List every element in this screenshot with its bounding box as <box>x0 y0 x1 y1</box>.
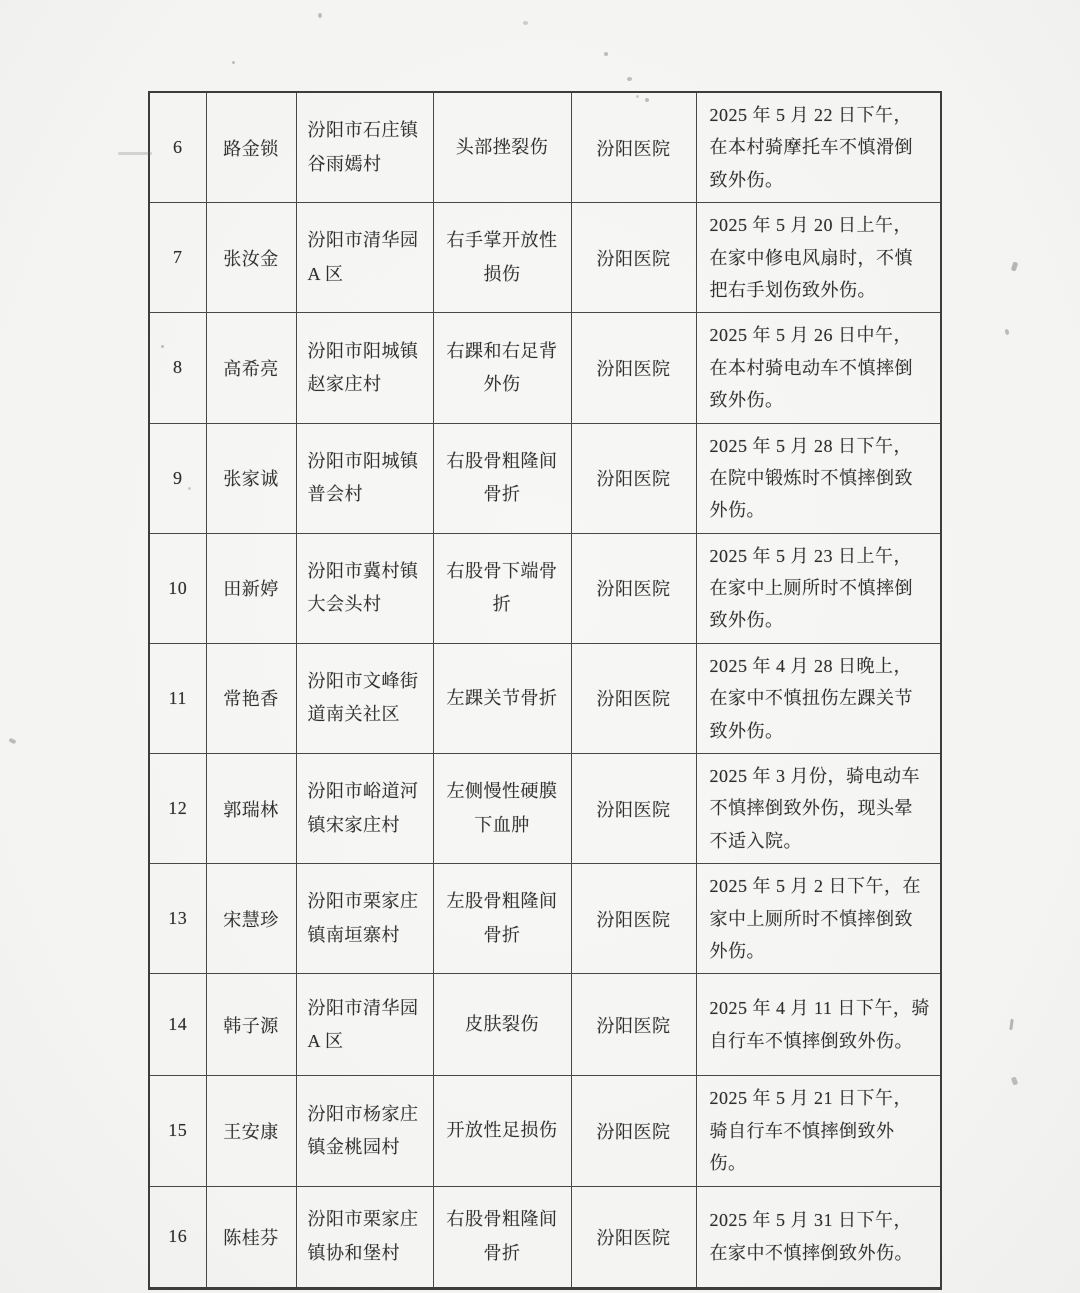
cell-name: 高希亮 <box>206 313 296 423</box>
cell-address: 汾阳市阳城镇 普会村 <box>296 423 433 533</box>
cell-injury: 头部挫裂伤 <box>433 92 571 203</box>
scan-speck <box>318 13 322 18</box>
cell-number: 6 <box>149 92 206 203</box>
scan-speck <box>232 61 235 64</box>
cell-hospital: 汾阳医院 <box>571 1186 696 1288</box>
table-row <box>149 1076 941 1186</box>
scan-speck <box>1009 1019 1014 1030</box>
cell-address: 汾阳市冀村镇 大会头村 <box>296 533 433 643</box>
injury-record-table <box>148 91 942 1290</box>
cell-hospital: 汾阳医院 <box>571 864 696 974</box>
cell-description: 2025 年 5 月 28 日下午，在院中锻炼时不慎摔倒致外伤。 <box>696 423 941 533</box>
table-row <box>149 313 941 423</box>
table-row <box>149 1186 941 1288</box>
cell-address: 汾阳市栗家庄 镇南垣寨村 <box>296 864 433 974</box>
cell-description: 2025 年 3 月份，骑电动车不慎摔倒致外伤，现头晕不适入院。 <box>696 754 941 864</box>
cell-description: 2025 年 5 月 20 日上午，在家中修电风扇时，不慎把右手划伤致外伤。 <box>696 203 941 313</box>
cell-address: 汾阳市文峰街 道南关社区 <box>296 643 433 753</box>
cell-description: 2025 年 5 月 26 日中午，在本村骑电动车不慎摔倒致外伤。 <box>696 313 941 423</box>
cell-address: 汾阳市石庄镇 谷雨嫣村 <box>296 92 433 203</box>
cell-address: 汾阳市清华园 A 区 <box>296 203 433 313</box>
cell-hospital: 汾阳医院 <box>571 203 696 313</box>
cell-number: 14 <box>149 974 206 1076</box>
cell-number: 13 <box>149 864 206 974</box>
cell-injury: 右手掌开放性损伤 <box>433 203 571 313</box>
cell-number: 7 <box>149 203 206 313</box>
cell-name: 常艳香 <box>206 643 296 753</box>
cell-number: 11 <box>149 643 206 753</box>
cell-name: 韩子源 <box>206 974 296 1076</box>
cell-injury: 右股骨粗隆间骨折 <box>433 1186 571 1288</box>
cell-description: 2025 年 5 月 23 日上午，在家中上厕所时不慎摔倒致外伤。 <box>696 533 941 643</box>
table-row <box>149 974 941 1076</box>
cell-description: 2025 年 5 月 31 日下午，在家中不慎摔倒致外伤。 <box>696 1186 941 1288</box>
cell-injury: 左踝关节骨折 <box>433 643 571 753</box>
cell-hospital: 汾阳医院 <box>571 423 696 533</box>
cell-number: 8 <box>149 313 206 423</box>
cell-hospital: 汾阳医院 <box>571 754 696 864</box>
cell-address: 汾阳市杨家庄 镇金桃园村 <box>296 1076 433 1186</box>
cell-description: 2025 年 5 月 21 日下午，骑自行车不慎摔倒致外伤。 <box>696 1076 941 1186</box>
cell-description: 2025 年 4 月 28 日晚上，在家中不慎扭伤左踝关节致外伤。 <box>696 643 941 753</box>
table-row <box>149 754 941 864</box>
cell-number: 10 <box>149 533 206 643</box>
cell-number: 9 <box>149 423 206 533</box>
cell-address: 汾阳市阳城镇 赵家庄村 <box>296 313 433 423</box>
cell-description: 2025 年 5 月 2 日下午，在家中上厕所时不慎摔倒致外伤。 <box>696 864 941 974</box>
table-row <box>149 203 941 313</box>
cell-name: 路金锁 <box>206 92 296 203</box>
cell-name: 陈桂芬 <box>206 1186 296 1288</box>
cell-name: 宋慧珍 <box>206 864 296 974</box>
cell-name: 张家诚 <box>206 423 296 533</box>
cell-name: 郭瑞林 <box>206 754 296 864</box>
cell-number: 15 <box>149 1076 206 1186</box>
cell-hospital: 汾阳医院 <box>571 974 696 1076</box>
scan-speck <box>604 52 608 56</box>
cell-injury: 右股骨下端骨折 <box>433 533 571 643</box>
scan-speck <box>118 152 152 155</box>
scan-speck <box>1011 261 1019 271</box>
scan-speck <box>627 77 632 81</box>
cell-hospital: 汾阳医院 <box>571 643 696 753</box>
scan-speck <box>8 738 16 745</box>
cell-hospital: 汾阳医院 <box>571 92 696 203</box>
cell-address: 汾阳市峪道河 镇宋家庄村 <box>296 754 433 864</box>
cell-injury: 左股骨粗隆间骨折 <box>433 864 571 974</box>
table-row <box>149 533 941 643</box>
table-row <box>149 423 941 533</box>
cell-name: 田新婷 <box>206 533 296 643</box>
cell-address: 汾阳市清华园 A 区 <box>296 974 433 1076</box>
cell-name: 张汝金 <box>206 203 296 313</box>
cell-hospital: 汾阳医院 <box>571 313 696 423</box>
cell-injury: 右股骨粗隆间骨折 <box>433 423 571 533</box>
table-row <box>149 864 941 974</box>
cell-name: 王安康 <box>206 1076 296 1186</box>
table-row <box>149 92 941 203</box>
cell-injury: 皮肤裂伤 <box>433 974 571 1076</box>
cell-injury: 右踝和右足背外伤 <box>433 313 571 423</box>
scan-speck <box>1011 1076 1018 1085</box>
cell-description: 2025 年 5 月 22 日下午，在本村骑摩托车不慎滑倒致外伤。 <box>696 92 941 203</box>
cell-hospital: 汾阳医院 <box>571 1076 696 1186</box>
cell-description: 2025 年 4 月 11 日下午，骑自行车不慎摔倒致外伤。 <box>696 974 941 1076</box>
cell-injury: 开放性足损伤 <box>433 1076 571 1186</box>
cell-number: 16 <box>149 1186 206 1288</box>
scan-speck <box>1004 329 1009 336</box>
scan-speck <box>523 21 528 25</box>
cell-address: 汾阳市栗家庄 镇协和堡村 <box>296 1186 433 1288</box>
cell-hospital: 汾阳医院 <box>571 533 696 643</box>
cell-injury: 左侧慢性硬膜下血肿 <box>433 754 571 864</box>
table-row <box>149 643 941 753</box>
cell-number: 12 <box>149 754 206 864</box>
